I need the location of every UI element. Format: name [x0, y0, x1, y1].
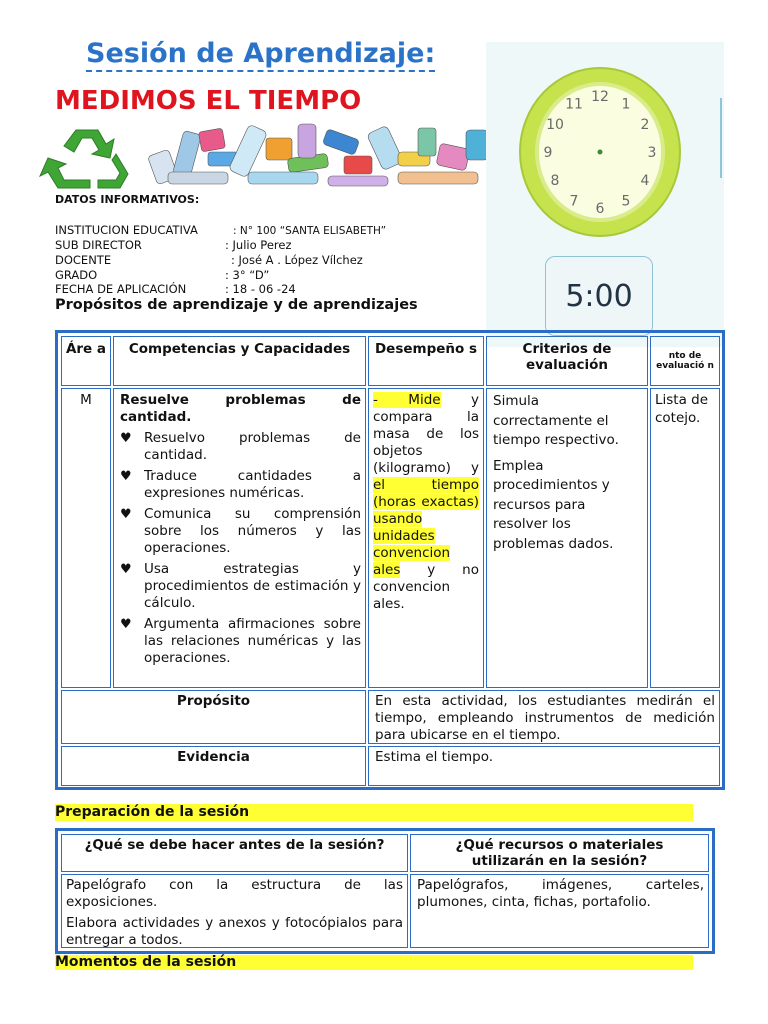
list-item: ♥ Resuelvo problemas de cantidad. [120, 430, 361, 464]
proposito-text-content: En esta actividad, los estudiantes medirán el tiempo, empleando instrumentos de medición para ubicarse en el tiempo. [375, 693, 715, 743]
clock-number: 10 [546, 117, 564, 133]
desempeno-highlight-1: - Mide [373, 392, 441, 408]
info-value: : Julio Perez [225, 238, 292, 252]
preparacion-col1-header [61, 834, 408, 872]
info-value: : 3° “D” [225, 268, 270, 282]
momentos-heading: Momentos de la sesión [55, 955, 693, 970]
list-item: ♥ Usa estrategias y procedimientos de estimación y cálculo. [120, 561, 361, 612]
clock-number: 1 [621, 96, 631, 113]
info-label: FECHA DE APLICACIÓN [55, 282, 187, 296]
info-row-fecha [55, 282, 296, 296]
info-value: : 18 - 06 -24 [225, 282, 296, 296]
session-title: Sesión de Aprendizaje: [86, 38, 435, 72]
propositos-heading: Propósitos de aprendizaje y de aprendizajes [55, 297, 418, 313]
header-criterios [486, 336, 648, 386]
proposito-label [61, 690, 366, 744]
info-heading: DATOS INFORMATIVOS: [55, 193, 200, 206]
plastic-waste-image [148, 122, 494, 192]
clock-number: 4 [640, 173, 650, 189]
criterio-item: Emplea procedimientos y recursos para resolver los problemas dados. [493, 457, 614, 552]
criterio-item: Simula correctamente el tiempo respectivo. [493, 393, 619, 448]
preparacion-col2-body [410, 874, 709, 948]
desempeno-text-4: y no convencion ales. [373, 562, 479, 612]
header-area [61, 336, 111, 386]
info-row-institucion [55, 223, 386, 237]
col1-header-text: ¿Qué se debe hacer antes de la sesión? [84, 837, 385, 853]
digital-clock-display: 5:00 [545, 256, 653, 336]
clock-number: 9 [543, 145, 553, 161]
info-row-docente [55, 253, 363, 267]
cell-instrumento-text: Lista de cotejo. [655, 392, 709, 426]
cell-area-text: M [80, 392, 92, 408]
cell-competencias [113, 388, 366, 688]
header-area-text: Áre a [65, 341, 107, 357]
proposito-text [368, 690, 720, 744]
proposito-label-text: Propósito [176, 693, 251, 709]
cell-desempeno [368, 388, 484, 688]
clock-number: 5 [621, 193, 631, 210]
list-item: Papelógrafo con la estructura de las exposiciones. [66, 877, 403, 910]
info-value: : N° 100 “SANTA ELISABETH” [233, 225, 387, 237]
header-competencias [113, 336, 366, 386]
header-desempenos-text: Desempeño s [374, 341, 478, 357]
wall-clock-icon [490, 46, 706, 246]
info-label: SUB DIRECTOR [55, 238, 142, 252]
info-label: INSTITUCION EDUCATIVA [55, 223, 198, 237]
header-competencias-text: Competencias y Capacidades [128, 341, 351, 357]
list-item: Elabora actividades y anexos y fotocópialos para entregar a todos. [66, 915, 403, 948]
cell-criterios [486, 388, 648, 688]
clock-number: 3 [647, 145, 657, 161]
list-item: ♥ Argumenta afirmaciones sobre las relaciones numéricas y las operaciones. [120, 616, 361, 667]
header-desempenos [368, 336, 484, 386]
clock-number: 6 [595, 201, 605, 217]
evidencia-text-content: Estima el tiempo. [375, 749, 494, 765]
clock-number: 2 [640, 117, 650, 133]
info-row-subdirector [55, 238, 291, 252]
info-value: : José A . López Vílchez [231, 253, 363, 267]
clock-number: 8 [550, 173, 560, 189]
cell-instrumento [650, 388, 720, 688]
header-instrumento-text: nto de evaluació n [656, 351, 714, 371]
evidencia-text [368, 746, 720, 786]
evidencia-label-text: Evidencia [177, 749, 250, 765]
desempeno-highlight-3: el tiempo (horas exactas) usando unidades convencion ales [373, 477, 479, 578]
col2-header-text: ¿Qué recursos o materiales utilizarán en la sesión? [455, 837, 664, 869]
info-row-grado [55, 268, 269, 282]
cell-area [61, 388, 111, 688]
preparacion-table [55, 828, 715, 954]
preparacion-col2-header [410, 834, 709, 872]
list-item: ♥ Traduce cantidades a expresiones numéricas. [120, 468, 361, 502]
list-item: ♥ Comunica su comprensión sobre los números y las operaciones. [120, 506, 361, 557]
evidencia-label [61, 746, 366, 786]
session-subtitle: MEDIMOS EL TIEMPO [55, 86, 362, 116]
header-instrumento [650, 336, 720, 386]
header-criterios-text: Criterios de evaluación [522, 341, 612, 373]
competencia-title: Resuelve problemas de cantidad. [120, 392, 361, 425]
clock-number: 12 [591, 89, 609, 105]
clock-number: 7 [569, 193, 579, 210]
panel-edge [720, 98, 722, 178]
info-label: DOCENTE [55, 253, 112, 267]
preparacion-heading: Preparación de la sesión [55, 804, 693, 821]
capacidades-list [120, 430, 361, 667]
learning-table [55, 330, 725, 790]
col2-body-text: Papelógrafos, imágenes, carteles, plumones, cinta, fichas, portafolio. [417, 877, 704, 910]
recycle-icon [36, 124, 144, 192]
info-label: GRADO [55, 268, 98, 282]
preparacion-col1-body [61, 874, 408, 948]
desempeno-text-2: y compara la masa de los objetos (kilogramo) y [373, 392, 479, 476]
clock-number: 11 [565, 96, 583, 113]
